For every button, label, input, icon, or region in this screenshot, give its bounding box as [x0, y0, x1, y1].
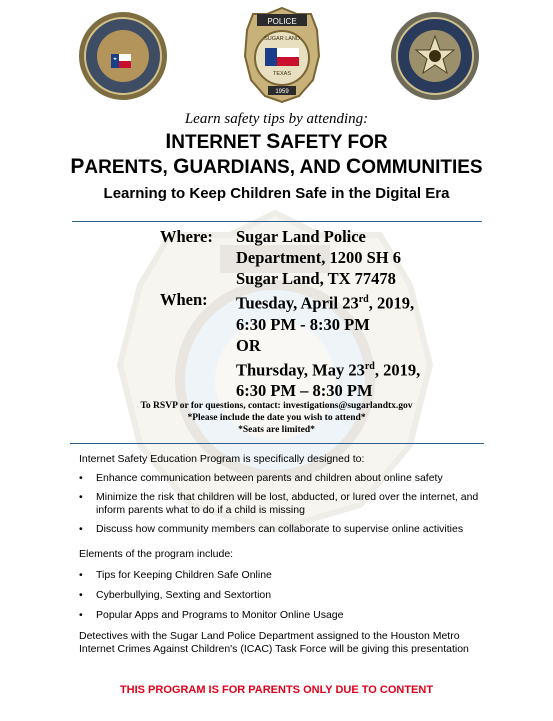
parents-only-warning: THIS PROGRAM IS FOR PARENTS ONLY DUE TO CONTENT: [119, 684, 434, 696]
where-line-1: Sugar Land Police: [236, 227, 366, 246]
badge-year-text: 1959: [275, 89, 289, 95]
title-rest-parents: ARENTS,: [84, 157, 174, 178]
date-1: Tuesday, April 23rd, 2019,: [236, 293, 415, 313]
title-cap-g: G: [173, 155, 190, 178]
title-cap-p: P: [70, 155, 85, 178]
title-rest-guardians: UARDIANS, AND: [189, 157, 347, 178]
divider-middle: [70, 443, 484, 444]
rsvp-block: [0, 400, 553, 436]
subtitle: Learning to Keep Children Safe in the Digital Era: [103, 185, 450, 202]
icac-task-force-seal: [77, 10, 169, 102]
rsvp-note-seats: *Seats are limited*: [238, 425, 315, 435]
title-line-1: [0, 130, 553, 155]
badge-state-text: TEXAS: [272, 71, 292, 77]
title-rest-safety: AFETY FOR: [280, 132, 388, 153]
title-cap-s: S: [266, 130, 281, 153]
divider-top: [72, 221, 482, 222]
title-cap-i: I: [165, 130, 172, 153]
or-separator: OR: [236, 335, 261, 355]
where-line-3: Sugar Land, TX 77478: [236, 269, 396, 288]
flyer-page: POLICE SUGAR LAND TEXAS 1959 Learn safety tips by attending: INTERNET SAFETY FOR PARENTS, GUARDIANS, AND COMMUNITIES Learning to Keep Children Safe in the Digital Era Where: Sugar Land Police Department, 1200 SH 6 Sugar Land, TX 77478 When: Tuesday, April 23rd, 2019, 6:30 PM - 8:30 PM OR Thursday, May 23rd, 2019, 6:30 PM – 8:30 PM To RSVP or for questions, contact: investigations@sugarlandtx.gov *Please include the date you wish to attend* *Seats are limited* Internet Safety Education Program is specifically designed to: • Enhance communication between parents and children about online safety • Minimize the risk that children will be lost, abducted, or lured over the internet, and inform parents what to do if a child is missing • Discuss how community members can collaborate to supervise online activities Elements of the program include: • Tips for Keeping Children Safe Online • Cyberbullying, Sexting and Sextortion • Popular Apps and Programs to Monitor Online Usage Detectives with the Sugar Land Police Department assigned to the Houston Metro Internet Crimes Against Children's (ICAC) Task Force will be giving this presentation THIS PROGRAM IS FOR PARENTS ONLY DUE TO CONTENT: [0, 0, 553, 721]
badge-name-text: SUGAR LAND: [264, 36, 300, 42]
where-label: Where:: [160, 227, 213, 246]
title-line-2: [0, 155, 553, 180]
when-label: When:: [160, 290, 208, 309]
date-2: Thursday, May 23rd, 2019,: [236, 360, 421, 379]
where-line-2: Department, 1200 SH 6: [236, 248, 401, 267]
sugar-land-police-badge: [243, 6, 321, 104]
rsvp-note-date: *Please include the date you wish to attend*: [187, 413, 366, 423]
closing-paragraph: Detectives with the Sugar Land Police Department assigned to the Houston Metro Internet Crimes Against Children's (ICAC) Task Force will be giving this presentation: [79, 630, 469, 655]
intro-line: Learn safety tips by attending:: [184, 111, 369, 127]
title-rest-internet: NTERNET: [171, 132, 267, 153]
title-rest-communities: OMMUNITIES: [361, 157, 483, 178]
time-2: 6:30 PM – 8:30 PM: [236, 381, 373, 400]
committed-to-protecting-children-seal: [390, 10, 480, 102]
elements-intro: Elements of the program include:: [79, 548, 234, 560]
event-details: [160, 226, 436, 401]
rsvp-contact: To RSVP or for questions, contact: investigations@sugarlandtx.gov: [140, 401, 413, 411]
program-intro: Internet Safety Education Program is specifically designed to:: [79, 453, 365, 465]
title-cap-c: C: [346, 155, 362, 178]
badge-top-text: POLICE: [267, 17, 297, 26]
time-1: 6:30 PM - 8:30 PM: [236, 314, 370, 334]
